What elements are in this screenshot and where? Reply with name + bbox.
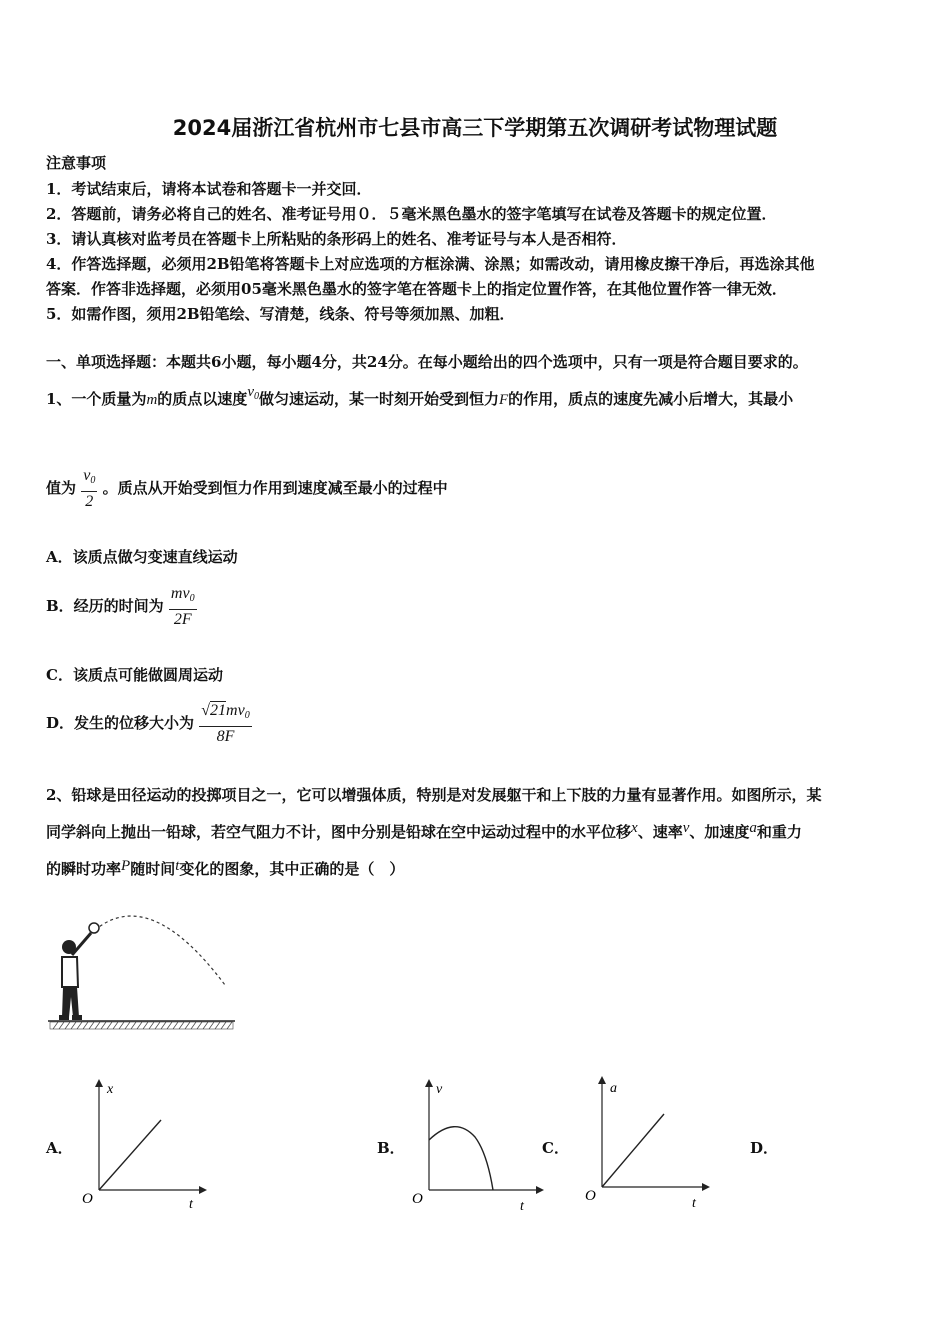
section-heading: 一、单项选择题：本题共6小题，每小题4分，共24分。在每小题给出的四个选项中，只有一项是符合题目要求的。 — [46, 353, 808, 371]
graph-c-xlabel: t — [692, 1196, 696, 1211]
q2-option-b: B． — [377, 1139, 405, 1157]
q1-option-a: A．该质点做匀变速直线运动 — [46, 548, 238, 566]
graph-a-origin: O — [82, 1191, 93, 1207]
fraction-v0-over-2: $\frac{v_0}{2}$ — [83, 467, 96, 510]
graph-b-v-t — [405, 1075, 550, 1215]
notice-item: 1．考试结束后，请将本试卷和答题卡一并交回． — [46, 180, 372, 198]
notice-item: 答案．作答非选择题，必须用05毫米黑色墨水的签字笔在答题卡上的指定位置作答，在其他位置作答一律无效． — [46, 280, 787, 298]
q1-option-b: B．经历的时间为 $\frac{mv_0}{2F}$ — [46, 585, 195, 628]
question-1-stem: 1、一个质量为m的质点以速度$v_0$做匀速运动，某一时刻开始受到恒力F的作用，质点的速度先减小后增大，其最小 — [46, 384, 794, 408]
q2-option-a: A． — [46, 1139, 73, 1157]
q2-option-c: C． — [542, 1139, 569, 1157]
graph-b-xlabel: t — [520, 1199, 524, 1214]
question-2-line3: 的瞬时功率P随时间t变化的图象，其中正确的是（ ） — [46, 858, 405, 878]
notice-item: 5．如需作图，须用2B铅笔绘、写清楚，线条、符号等须加黑、加粗． — [46, 305, 515, 323]
question-2-line1: 2、铅球是田径运动的投掷项目之一，它可以增强体质，特别是对发展躯干和上下肢的力量有显著作用。如图所示，某 — [46, 786, 822, 804]
graph-a-ylabel: x — [107, 1082, 114, 1097]
notice-heading: 注意事项 — [46, 154, 107, 172]
notice-item: 3．请认真核对监考员在答题卡上所粘贴的条形码上的姓名、准考证号与本人是否相符． — [46, 230, 627, 248]
graph-b-ylabel: v — [436, 1082, 443, 1097]
graph-c-origin: O — [585, 1188, 596, 1204]
notice-item: 2．答题前，请务必将自己的姓名、准考证号用０．５毫米黑色墨水的签字笔填写在试卷及答题卡的规定位置． — [46, 205, 777, 223]
question-2-line2: 同学斜向上抛出一铅球，若空气阻力不计，图中分别是铅球在空中运动过程中的水平位移x、速率v、加速度a和重力 — [46, 820, 802, 841]
shot-put-figure — [45, 895, 240, 1040]
graph-a-xlabel: t — [189, 1197, 193, 1212]
graph-a-x-t — [75, 1075, 215, 1215]
q1-option-c: C．该质点可能做圆周运动 — [46, 666, 223, 684]
graph-b-origin: O — [412, 1191, 423, 1207]
page-title: 2024届浙江省杭州市七县市高三下学期第五次调研考试物理试题 — [172, 116, 778, 140]
graph-c-a-t — [578, 1072, 718, 1214]
graph-c-ylabel: a — [610, 1081, 617, 1096]
question-1-stem-cont: 值为 $\frac{v_0}{2}$ 。质点从开始受到恒力作用到速度减至最小的过程中 — [46, 467, 448, 510]
notice-item: 4．作答选择题，必须用2B铅笔将答题卡上对应选项的方框涂满、涂黑；如需改动，请用橡皮擦干净后，再选涂其他 — [46, 255, 815, 273]
q1-option-d: D．发生的位移大小为 $\frac{√21mv_0}{8F}$ — [46, 702, 250, 745]
q2-option-d: D． — [750, 1139, 779, 1157]
